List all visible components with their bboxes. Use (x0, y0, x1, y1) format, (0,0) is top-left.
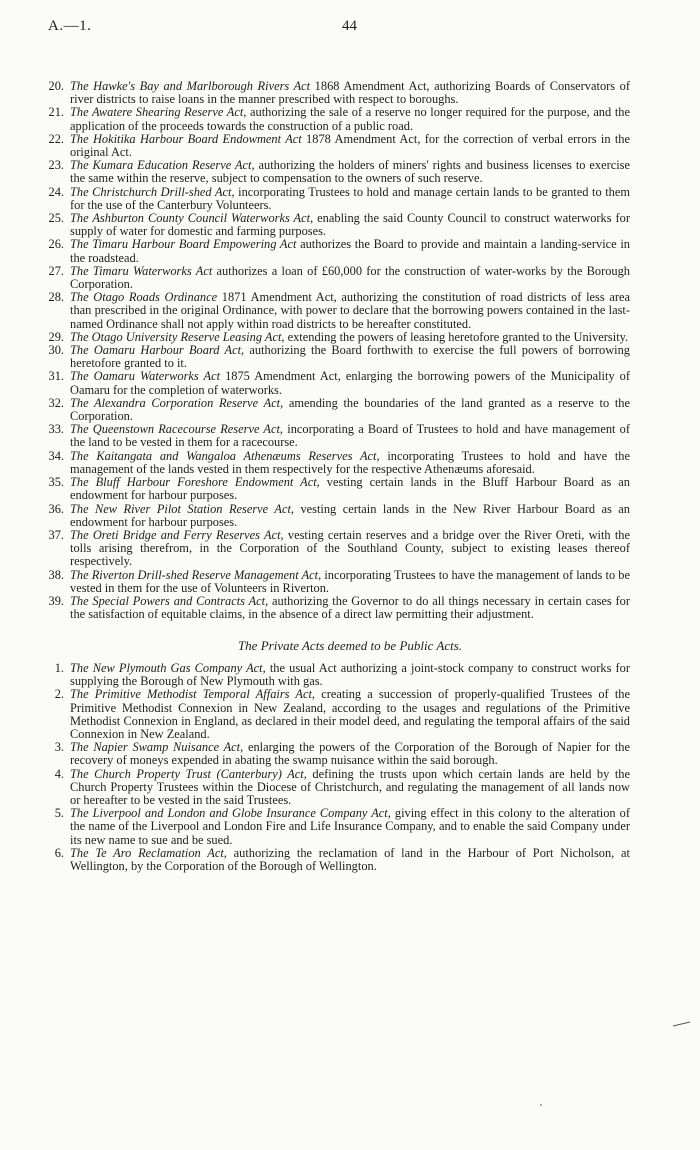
act-title: The Hokitika Harbour Board Endowment Act (70, 131, 302, 146)
list-item (48, 79, 630, 107)
page-reference: A.—1. (48, 18, 92, 34)
act-description: amending the boundaries of the land granted as a reserve to the Corporation. (70, 395, 630, 424)
margin-pencil-mark (672, 1020, 692, 1028)
item-number: 21. (48, 105, 64, 120)
act-title: The Liverpool and London and Globe Insurance Company Act, (70, 806, 391, 821)
list-item (48, 395, 630, 424)
act-description: enlarging the powers of the Corporation of the Borough of Napier for the recovery of moneys expended in abating the swamp nuisance within the said borough. (70, 740, 630, 768)
act-title: The Otago Roads Ordinance (70, 290, 218, 305)
act-description: enabling the said County Council to construct waterworks for supply of water for domestic and farming purposes. (70, 211, 630, 239)
list-item (54, 687, 630, 742)
act-title: The Church Property Trust (Canterbury) Act, (70, 766, 307, 781)
act-description: 1875 Amendment Act, enlarging the borrowing powers of the Municipality of Oamaru for the completion of waterworks. (70, 369, 630, 397)
act-description: authorizing the holders of miners' rights and business licenses to exercise the same within the reserve, subject to compensation to the owners of such reserve. (70, 158, 631, 186)
list-item (48, 501, 630, 529)
act-description: authorizing the sale of a reserve no longer required for the purpose, and the application of the proceeds towards the construction of a public road. (70, 105, 630, 133)
act-title: The Queenstown Racecourse Reserve Act, (70, 422, 284, 437)
act-title: The Ashburton County Council Waterworks Act, (70, 211, 314, 226)
item-number: 1. (54, 661, 64, 675)
act-title: The Awatere Shearing Reserve Act, (70, 105, 247, 120)
section-heading: The Private Acts deemed to be Public Acts. (237, 638, 463, 653)
act-title: The Bluff Harbour Foreshore Endowment Act, (70, 475, 320, 490)
list-item (48, 105, 630, 133)
act-description: incorporating Trustees to have the management of lands to be vested in them for the use of Volunteers in Riverton. (70, 567, 630, 595)
list-item (48, 184, 630, 212)
item-number: 29. (48, 329, 64, 344)
item-number: 31. (48, 369, 64, 384)
private-acts-list (54, 661, 631, 874)
act-title: The Oreti Bridge and Ferry Reserves Act, (70, 527, 284, 542)
act-title: The Christchurch Drill-shed Act, (70, 184, 235, 199)
list-item (48, 290, 630, 331)
item-number: 20. (48, 79, 64, 93)
list-item (48, 593, 630, 622)
list-item (48, 475, 630, 503)
item-number: 23. (48, 158, 64, 173)
act-description: creating a succession of properly-qualified Trustees of the Primitive Methodist Connexion in New Zealand, according to the usages and regulations of the Primitive Methodist Connexion in England, as declared in their model deed, and regulating the temporal affairs of the said Connexion in New Zealand. (70, 687, 630, 742)
act-description: the usual Act authorizing a joint-stock company to construct works for supplying the Borough of New Plymouth with gas. (70, 661, 630, 689)
list-item (54, 845, 631, 874)
list-item (54, 661, 630, 689)
list-item (54, 766, 630, 808)
item-number: 36. (48, 501, 64, 516)
act-description: giving effect in this colony to the alteration of the name of the Liverpool and London Fire and Life Insurance Company, and to enable the said Company under its new name to sue and be sued. (70, 806, 630, 847)
list-item (48, 158, 631, 186)
item-number: 33. (48, 422, 64, 437)
act-description: authorizing the Board forthwith to exercise the full powers of borrowing heretofore granted to it. (70, 343, 630, 371)
list-item (48, 527, 630, 569)
list-item (48, 211, 630, 239)
act-title: The Oamaru Waterworks Act (70, 369, 221, 384)
list-item (48, 448, 630, 476)
act-description: authorizing the reclamation of land in the Harbour of Port Nicholson, at Wellington, by the Corporation of the Borough of Wellington. (70, 845, 631, 874)
item-number: 34. (48, 448, 64, 463)
act-description: 1878 Amendment Act, for the correction of verbal errors in the original Act. (70, 131, 631, 160)
act-title: The Hawke's Bay and Marlborough Rivers Act (70, 79, 311, 93)
item-number: 4. (54, 766, 64, 781)
item-number: 2. (54, 687, 64, 702)
public-acts-list (48, 79, 631, 622)
act-title: The Napier Swamp Nuisance Act, (70, 740, 244, 755)
act-description: extending the powers of leasing heretofore granted to the University. (284, 329, 629, 344)
act-description: authorizes the Board to provide and maintain a landing-service in the roadstead. (70, 237, 630, 265)
act-description: 1868 Amendment Act, authorizing Boards of Conservators of river districts to raise loans in the manner prescribed with respect to boroughs. (70, 79, 630, 107)
item-number: 25. (48, 211, 64, 226)
act-description: 1871 Amendment Act, authorizing the constitution of road districts of less area than prescribed in the original Ordinance, with power to declare that the borrowing powers contained in the last-named Ordinance shall not apply within road districts to be hereafter constituted. (70, 290, 630, 331)
act-title: The Timaru Harbour Board Empowering Act (70, 237, 297, 252)
list-item (48, 422, 630, 450)
list-item (48, 567, 630, 595)
item-number: 38. (48, 567, 64, 582)
item-number: 5. (54, 806, 64, 821)
list-item (48, 263, 630, 292)
act-title: The Riverton Drill-shed Reserve Management Act, (70, 567, 322, 582)
act-description: vesting certain lands in the New River Harbour Board as an endowment for harbour purposes. (70, 501, 630, 529)
item-number: 6. (54, 845, 64, 860)
act-description: incorporating Trustees to hold and manage certain lands to be granted to them for the use of the Canterbury Volunteers. (70, 184, 630, 212)
item-number: 24. (48, 184, 64, 199)
item-number: 22. (48, 131, 64, 146)
item-number: 28. (48, 290, 64, 305)
act-title: The Primitive Methodist Temporal Affairs Act, (70, 687, 316, 702)
act-description: vesting certain reserves and a bridge over the River Oreti, with the tolls arising therefrom, in the Corporation of the Southland County, subject to existing leases thereof respectively. (70, 527, 630, 569)
act-title: The New River Pilot Station Reserve Act, (70, 501, 294, 516)
act-description: incorporating Trustees to hold and have the management of the lands vested in them respectively for the respective Athenæums aforesaid. (70, 448, 630, 476)
item-number: 26. (48, 237, 64, 252)
paper-speck (540, 1104, 542, 1106)
act-title: The Te Aro Reclamation Act, (70, 845, 227, 860)
list-item (48, 369, 630, 397)
act-title: The Otago University Reserve Leasing Act, (70, 329, 285, 344)
list-item (48, 131, 631, 160)
item-number: 39. (48, 593, 64, 608)
act-title: The Special Powers and Contracts Act, (70, 593, 269, 608)
item-number: 27. (48, 263, 64, 278)
act-title: The Alexandra Corporation Reserve Act, (70, 395, 284, 410)
act-description: vesting certain lands in the Bluff Harbour Board as an endowment for harbour purposes. (70, 475, 630, 503)
list-item (48, 237, 630, 265)
act-description: authorizes a loan of £60,000 for the construction of water-works by the Borough Corporation. (70, 263, 630, 292)
act-title: The Kaitangata and Wangaloa Athenæums Reserves Act, (70, 448, 380, 463)
item-number: 37. (48, 527, 64, 542)
act-title: The Oamaru Harbour Board Act, (70, 343, 245, 358)
item-number: 30. (48, 343, 64, 358)
page-number: 44 (342, 18, 357, 34)
list-item (48, 343, 630, 371)
list-item (54, 806, 630, 847)
act-title: The Timaru Waterworks Act (70, 263, 213, 278)
item-number: 35. (48, 475, 64, 490)
act-title: The Kumara Education Reserve Act, (70, 158, 255, 173)
item-number: 3. (54, 740, 64, 755)
item-number: 32. (48, 395, 64, 410)
act-description: incorporating a Board of Trustees to hold and have management of the land to be vested in them for a racecourse. (70, 422, 630, 450)
act-description: defining the trusts upon which certain lands are held by the Church Property Trustees within the Diocese of Christchurch, and regulating the management of all lands now or hereafter to be vested in the said Trustees. (70, 766, 630, 808)
act-description: authorizing the Governor to do all things necessary in certain cases for the satisfaction of equitable claims, in the absence of a direct law permitting their adjustment. (70, 593, 630, 622)
act-title: The New Plymouth Gas Company Act, (70, 661, 266, 675)
list-item (54, 740, 630, 768)
